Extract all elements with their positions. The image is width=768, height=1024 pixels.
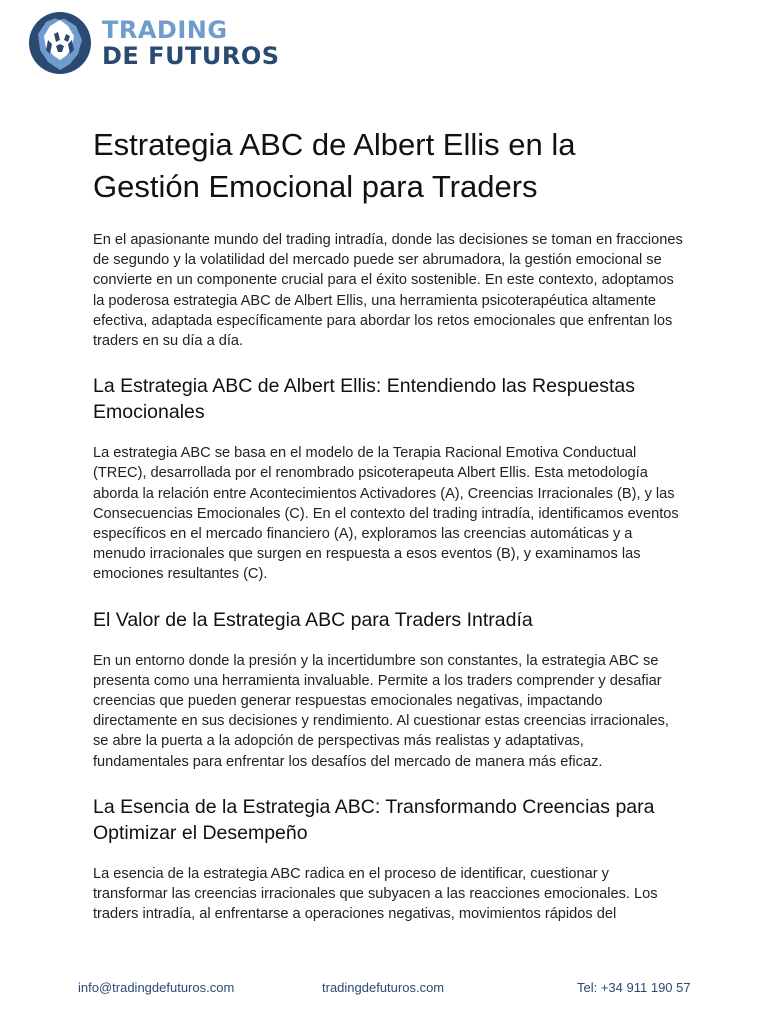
brand-line1: TRADING xyxy=(102,16,228,44)
footer-website-link[interactable]: tradingdefuturos.com xyxy=(322,980,445,995)
section-heading-2: El Valor de la Estrategia ABC para Traders Intradía xyxy=(93,608,533,631)
section-body-3: La esencia de la estrategia ABC radica en el proceso de identificar, cuestionar y transformar las creencias irracionales que subyacen a las reacciones emocionales. Los traders intradía, al enfrentarse a operaciones negativas, movimientos rápidos del xyxy=(93,865,658,923)
article xyxy=(93,124,683,944)
section-heading-3: La Esencia de la Estrategia ABC: Transformando Creencias para Optimizar el Desempeño xyxy=(93,795,655,844)
section-heading-1: La Estrategia ABC de Albert Ellis: Entendiendo las Respuestas Emocionales xyxy=(93,375,635,424)
footer-email-link[interactable]: info@tradingdefuturos.com xyxy=(78,980,235,995)
page-footer xyxy=(0,980,768,1000)
brand-line2: DE FUTUROS xyxy=(102,42,280,70)
intro-paragraph: En el apasionante mundo del trading intradía, donde las decisiones se toman en fracciones de segundo y la volatilidad del mercado puede ser abrumadora, la gestión emocional se convierte en un componente crucial para el éxito sostenible. En este contexto, adoptamos la poderosa estrategia ABC de Albert Ellis, una herramienta psicoterapéutica altamente efectiva, adaptada específicamente para abordar los retos emocionales que enfrentan los traders en su día a día. xyxy=(93,232,683,350)
section-body-1: La estrategia ABC se basa en el modelo de la Terapia Racional Emotiva Conductual (TREC), desarrollada por el renombrado psicoterapeuta Albert Ellis. Esta metodología aborda la relación entre Acontecimientos Activadores (A), Creencias Irracionales (B), y las Consecuencias Emocionales (C). En el contexto del trading intradía, identificamos eventos específicos en el mercado financiero (A), exploramos las creencias automáticas y a menudo irracionales que surgen en respuesta a esos eventos (B), y examinamos las emociones resultantes (C). xyxy=(93,445,679,583)
footer-phone: Tel: +34 911 190 57 xyxy=(577,980,691,995)
section-body-2: En un entorno donde la presión y la incertidumbre son constantes, la estrategia ABC se presenta como una herramienta invaluable. Permite a los traders comprender y desafiar creencias que pueden generar respuestas emocionales negativas, impactando directamente en sus decisiones y rendimiento. Al cuestionar estas creencias irracionales, se abre la puerta a la adopción de perspectivas más realistas y adaptativas, fundamentales para enfrentar los desafíos del mercado de manera más eficaz. xyxy=(93,652,669,770)
article-title: Estrategia ABC de Albert Ellis en la Gestión Emocional para Traders xyxy=(93,127,576,204)
